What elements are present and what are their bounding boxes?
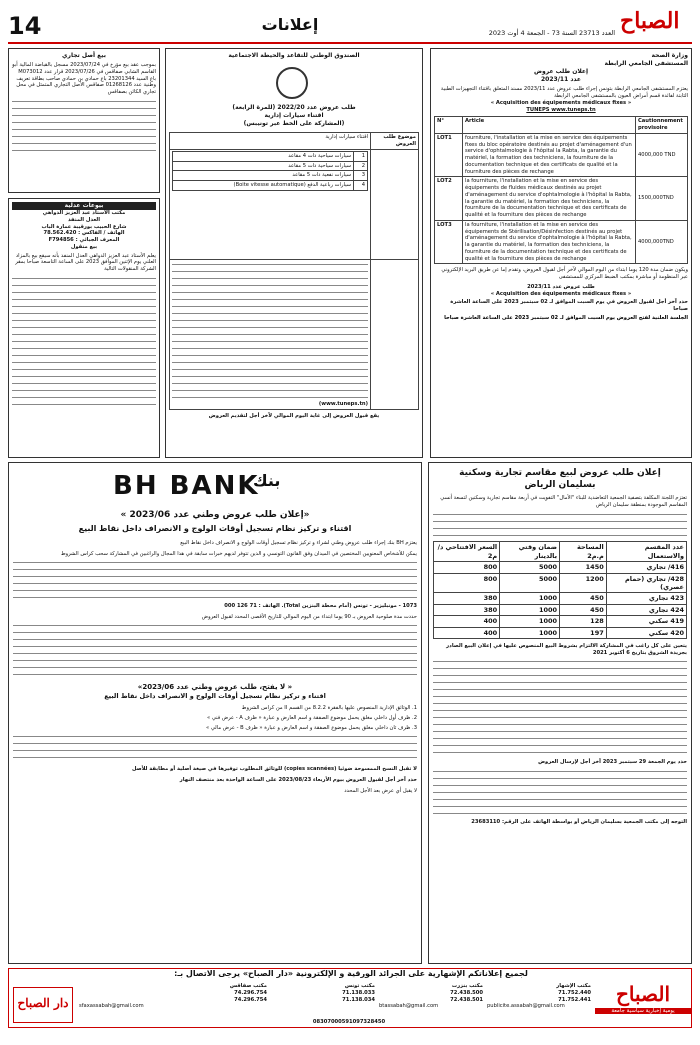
- item-label: سيارات رباعية الدفع (Boite vitesse automatique): [173, 181, 354, 191]
- ad6-th-price: السعر الافتتاحي د/م2: [434, 542, 500, 562]
- col-fax: 71.138.034: [342, 996, 375, 1003]
- ad6-phone: التوجه إلى مكتب الجمعية بسليمان الرياض أو بواسطة الهاتف على الرقم: 23683110: [471, 819, 687, 826]
- col-title: مكتب صفاقس: [229, 983, 267, 989]
- lot-id: LOT2: [435, 177, 463, 221]
- body-text-lines: [172, 261, 368, 401]
- footer-logo-box: [595, 982, 691, 1027]
- ad1-open-date: الجلسة العلنية لفتح العروض يوم السبت الموافق لـ 02 سبتمبر 2023 على الساعة العاشرة صباحا: [444, 314, 688, 321]
- ad3-title: بيع أصل تجاري: [62, 52, 106, 59]
- col-fax: 72.438.501: [450, 996, 483, 1003]
- footer-rib: 08307000591097328450: [312, 1019, 386, 1025]
- lot-article: fourniture, l'installation et la mise en service des équipements fixes du bloc opératoire destinés au projet d'aménagement d'un service d'ophtalmologie à l'hôpital la Rabta, la garantie du matériel, la formation des techniciens, la fourniture de la documentation technique et des certificats de qualité et la fourniture des pièces de rechange: [463, 133, 636, 177]
- footer-tagline: يومية إخبارية سياسية جامعة: [595, 1008, 691, 1014]
- ad3-body: بموجب عقد بيع مؤرخ في 2023/07/24 مسجل بالقباضة المالية أبو القاسم الشابي صفاقس في 2023/07/26 قرار عدد M073012 باع السيد 23201344 باع حمادي بن حمادي صاحب بطاقة تعريف وطنية عدد 01268126 صفاقس الأصل التجاري المتمثل في محل تجاري الكائن بصفاقس: [12, 62, 156, 96]
- page-number: 14: [8, 12, 42, 40]
- ad4-body: يعلم الأستاذ عبد العزيز الدواهي العدل المنفذ بأنه سيقع بيع بالمزاد العلني يوم الإثنين الموافق 2023 على الساعة التاسعة صباحا بمقر الشركة المنقولات التالية: [15, 252, 156, 273]
- body-text-lines: [13, 559, 417, 601]
- footer-col-tunis: [271, 983, 375, 1003]
- ad2-table: [169, 132, 419, 410]
- ad1-intro: يعتزم المستشفى الجامعي الرابطة بتونس إجراء طلب عروض عدد 2023/11 مسند المتعلق باقتناء التجهيزات الطبية الثابتة لفائدة قسم أمراض العيون بالمستشفى الجامعي الرابطة: [440, 86, 688, 100]
- body-text-lines: [12, 275, 156, 408]
- ad2-col-value: اقتناء سيارات إدارية: [170, 133, 371, 150]
- ad4-role: العدل المنفذ: [67, 216, 100, 223]
- ad5-deadline: حدد آخر أجل لقبول العروض بيوم الأربعاء 2023/08/23 على الساعة الواحدة بعد منتصف النهار: [179, 776, 417, 783]
- cell: 1450: [560, 562, 607, 573]
- ad1-title: إعلان طلب عروض: [533, 68, 589, 76]
- footer-logo2: دار الصباح: [13, 987, 73, 1023]
- table-row: [434, 627, 687, 638]
- newspaper-logo: الصباح: [620, 8, 680, 34]
- ad2-col-subject: موضوع طلب العروض: [371, 133, 419, 150]
- ad5-para3: حددت مدة صلوحية العروض بـ 90 يوما ابتداء من اليوم الموالي للتاريخ الأقصى المحدد لقبول العروض: [201, 613, 417, 620]
- ad6-th-guarantee: ضمان وقتي بالدينار: [500, 542, 560, 562]
- issue-meta: العدد 23713 السنة 73 - الجمعة 4 أوت 2023: [488, 29, 615, 37]
- cell: 416/ تجاري: [606, 562, 686, 573]
- table-row: [435, 177, 688, 221]
- ad2-footer: يقع قبول العروض إلى غاية اليوم الموالي لآخر أجل لتقديم العروض: [208, 412, 380, 419]
- cell: 5000: [500, 562, 560, 573]
- ad5-subtitle: اقتناء و تركيز نظام تسجيل أوقات الولوج و الانصراف داخل نقاط البيع: [78, 524, 352, 534]
- ad1-th-amount: Cautionnement provisoire: [636, 117, 688, 134]
- ad1-org2: المستشفى الجامعي الرابطة: [604, 60, 688, 68]
- ad-rabta-hospital: [430, 48, 692, 458]
- lot-article: la fourniture, l'installation et la mise en service des équipements de fluides médicaux destinés au projet d'aménagement du service d'ophtalmologie à l'hôpital la Rabta, la garantie du matériel, la formation des techniciens, la fourniture de la documentation technique et des certificats de qualité et la fourniture des pièces de rechange: [463, 177, 636, 221]
- cell: 1000: [500, 627, 560, 638]
- ad5-item2: 2. ظرف أول داخلي مغلق يحمل موضوع الصفقة و اسم العارض و عبارة « ظرف A - عرض فني »: [207, 715, 417, 722]
- col-mail[interactable]: publicite.assabah@gmail.com: [487, 1003, 565, 1010]
- table-row: [170, 133, 419, 150]
- ad2-subtitle: اقتناء سيارات إدارية: [264, 112, 324, 120]
- ad5-para2: يمكن للأشخاص المعنويين المختصين في الميدان وفق القانون التونسي و الذين تتوفر لديهم خبرات سابقة في هذا المجال والراغبين في المشاركة سحب كراس الشروط: [60, 550, 417, 557]
- ad5-note: لا تقبل النسخ الممسوحة ضوئيا (copies scannées) للوثائق المطلوب توفيرها في صيغة أصلية أو مطابقة للأصل: [131, 766, 417, 773]
- cell: 1000: [500, 616, 560, 627]
- footer-contacts: [8, 968, 692, 1028]
- cell: 380: [434, 593, 500, 604]
- footer-logo: الصباح: [615, 982, 671, 1006]
- cell: 380: [434, 604, 500, 615]
- ad6-body2: يتعين على كل راغب في المشاركة الالتزام بشروط البيع المنصوص عليها في إعلان البيع الصادر بجريدة الشروق بتاريخ 6 أكتوبر 2021: [446, 643, 687, 656]
- footer-col-sfax: [79, 983, 267, 1010]
- col-mail[interactable]: sfaxassabah@gmail.com: [79, 1003, 144, 1010]
- body-text-lines: [12, 98, 156, 154]
- item-label: سيارات نفعية ذات 5 مقاعد: [173, 171, 354, 181]
- col-title: مكتب تونس: [344, 983, 375, 989]
- ad5-title: «إعلان طلب عروض وطني عدد 2023/06 »: [120, 510, 310, 520]
- ad6-subtitle: بسليمان الرياض: [524, 480, 596, 491]
- ad1-th-n: N°: [435, 117, 463, 134]
- ad2-items-table: [172, 151, 368, 191]
- ad-judicial-sale: [8, 198, 160, 458]
- ad1-notice-title: طلب عروض عدد 2023/11: [527, 283, 595, 290]
- fund-logo-icon: [276, 67, 308, 99]
- lot-id: LOT1: [435, 133, 463, 177]
- cell: 450: [560, 604, 607, 615]
- ad1-tuneps: TUNEPS www.tuneps.tn: [526, 106, 596, 113]
- ad4-type: بيع منقول: [70, 243, 98, 250]
- ad-business-sale: [8, 48, 160, 193]
- table-row: [434, 562, 687, 573]
- cell: 197: [560, 627, 607, 638]
- bh-header: [13, 467, 417, 509]
- ad1-notice-date: حدد آخر أجل لقبول العروض في يوم السبت الموافق لـ 02 سبتمبر 2023 على الساعة العاشرة صباحا: [450, 299, 688, 313]
- table-row: [434, 573, 687, 593]
- ad5-envelope1: « لا يفتح، طلب عروض وطني عدد 2023/06»: [137, 682, 293, 691]
- lot-amount: 4000,000 TND: [636, 133, 688, 177]
- cell: 5000: [500, 573, 560, 593]
- table-row: [173, 171, 368, 181]
- item-label: سيارات سياحية ذات 4 مقاعد: [173, 151, 354, 161]
- col-title: مكتب الإشهار: [556, 983, 591, 989]
- ad2-org: الصندوق الوطني للتقاعد والحيطة الاجتماعية: [228, 52, 360, 59]
- cell: 450: [560, 593, 607, 604]
- cell: 423 تجاري: [606, 593, 686, 604]
- item-n: 3: [354, 171, 368, 181]
- ad4-id: المعرف الجبائي : F794856: [48, 237, 120, 244]
- section-title: إعلانات: [261, 15, 319, 34]
- ad1-notice-subject: « Acquisition des équipements médicaux fixes »: [490, 290, 632, 297]
- table-row: [170, 259, 419, 409]
- col-phone: 72.438.500: [450, 989, 483, 996]
- ad1-number: عدد 2023/11: [541, 76, 581, 84]
- table-row: [435, 133, 688, 177]
- cell: 400: [434, 627, 500, 638]
- ad4-phone: الهاتف / الفاكس : 78.562.420: [43, 230, 125, 237]
- ad-bh-bank: [8, 462, 422, 964]
- col-phone: 71.752.440: [558, 989, 591, 996]
- cell: 1000: [500, 593, 560, 604]
- ad5-envelope2: اقتناء و تركيز نظام تسجيل أوقات الولوج و الانصراف داخل نقاط البيع: [104, 692, 326, 701]
- cell: 419 سكني: [606, 616, 686, 627]
- footer-col-bizerte: [379, 983, 483, 1010]
- ad1-body2: ويكون ضمان مدة 120 يوما ابتداء من اليوم الموالي لآخر أجل لقبول العروض، وتقدم إما عن طريق البريد الإلكتروني عبر المنظومة أو مباشرة بمكتب الضبط المركزي للمستشفى: [441, 267, 688, 281]
- cell: 400: [434, 616, 500, 627]
- table-row: [435, 220, 688, 264]
- body-text-lines: [13, 734, 417, 762]
- table-row: [173, 161, 368, 171]
- footer-heading: لجميع إعلاناتكم الإشهارية على الجرائد الورقية و الإلكترونية «دار الصباح» يرجى الاتصال بـ:: [9, 969, 692, 981]
- cell: 800: [434, 562, 500, 573]
- ad1-lots-table: [434, 116, 688, 264]
- item-n: 4: [354, 181, 368, 191]
- ad5-address: 1073 - مونبليزير - تونس (أمام محطة البنزين Total). الهاتف : 71 126 000: [224, 602, 417, 609]
- bh-logo-arabic: بنك: [253, 471, 281, 490]
- cell: 428/ تجاري (حمام عصري): [606, 573, 686, 593]
- body-text-lines: [433, 511, 687, 539]
- cell: 1000: [500, 604, 560, 615]
- lot-amount: 4000,000TND: [636, 220, 688, 264]
- cell: 424 تجاري: [606, 604, 686, 615]
- table-row: [434, 593, 687, 604]
- ad5-para1: يعتزم BH بنك إجراء طلب عروض وطني لشراء و تركيز نظام تسجيل أوقات الولوج و الانصراف داخل نقاط البيع: [180, 539, 417, 546]
- body-text-lines: [13, 622, 417, 678]
- ad-pension-fund: [165, 48, 423, 458]
- item-label: سيارات سياحية ذات 5 مقاعد: [173, 161, 354, 171]
- ad-plots-sale: [428, 462, 692, 964]
- table-row: [173, 151, 368, 161]
- cell: 800: [434, 573, 500, 593]
- col-phone: 71.138.033: [342, 989, 375, 996]
- ad4-title: بيوعات عدلية: [12, 202, 156, 210]
- item-n: 1: [354, 151, 368, 161]
- body-text-lines: [433, 768, 687, 817]
- ad1-subject: « Acquisition des équipements médicaux fixes »: [490, 99, 632, 106]
- ad6-table: [433, 541, 687, 639]
- ad6-body3: حدد يوم الجمعة 29 سبتمبر 2023 آخر أجل لإرسال العروض: [538, 759, 687, 766]
- ad6-title: إعلان طلب عروض لبيع مقاسم تجارية وسكنية: [459, 468, 661, 478]
- header-divider: [8, 42, 692, 44]
- table-row: [434, 616, 687, 627]
- ad4-office: مكتب الأستاذ عبد العزيز الدواهي: [42, 210, 126, 217]
- table-row: [434, 604, 687, 615]
- lot-id: LOT3: [435, 220, 463, 264]
- body-text-lines: [433, 659, 687, 757]
- ad1-th-article: Article: [463, 117, 636, 134]
- cell: 128: [560, 616, 607, 627]
- col-title: مكتب بنزرت: [451, 983, 483, 989]
- col-phone: 74.296.754: [234, 989, 267, 996]
- col-mail[interactable]: btassabah@gmail.com: [379, 1003, 439, 1010]
- ad6-body: تعتزم اللجنة المكلفة بتصفية الجمعية التعاضدية للبناء "الأمال" التفويت في أربعة مقاسم تجارية وسكنين لتسعة أنسي المقاسم الموجودة بمنطقة سليمان الرياض: [440, 495, 687, 509]
- lot-article: la fourniture, l'installation et la mise en service des équipements de Stérilisation/Désinfection destinés au projet d'aménagement du service d'ophtalmologie à l'hôpital la Rabta, la garantie du matériel, la formation des techniciens, la fourniture de la documentation technique et des certificats de qualité et la fourniture des pièces de rechange: [463, 220, 636, 264]
- lot-amount: 1500,000TND: [636, 177, 688, 221]
- ad2-tuneps: (www.tuneps.tn): [318, 400, 368, 407]
- item-n: 2: [354, 161, 368, 171]
- bh-logo: BH BANK: [113, 471, 260, 501]
- ad4-address: شارع الحبيب بورقيبة عمارة الباب: [41, 223, 127, 230]
- ad5-item3: 3. ظرف ثان داخلي مغلق يحمل موضوع الصفقة و اسم العارض و عبارة « ظرف B - عرض مالي »: [206, 724, 417, 731]
- cell: 1200: [560, 573, 607, 593]
- col-fax: 74.296.754: [234, 996, 267, 1003]
- col-fax: 71.752.441: [558, 996, 591, 1003]
- ad6-th-area: المساحة م.م2: [560, 542, 607, 562]
- ad5-item1: 1. الوثائق الإدارية المنصوص عليها بالفقرة 8.2.2 من القسم II من كراس الشروط: [241, 705, 417, 712]
- cell: 420 سكني: [606, 627, 686, 638]
- ad1-org1: وزارة الصحة: [651, 52, 688, 59]
- table-row: [170, 149, 419, 259]
- ad2-subtitle2: (المشاركة على الخط عبر تونيبس): [243, 120, 345, 128]
- ad6-th-plot: عدد المقسم والاستعمال: [606, 542, 686, 562]
- table-row: [173, 181, 368, 191]
- ad2-title: طلب عروض عدد 2022/20 (للمرة الرابعة): [232, 104, 356, 112]
- footer-col-ads: [487, 983, 591, 1010]
- ad5-last: لا يقبل أي عرض بعد الأجل المحدد: [344, 787, 417, 794]
